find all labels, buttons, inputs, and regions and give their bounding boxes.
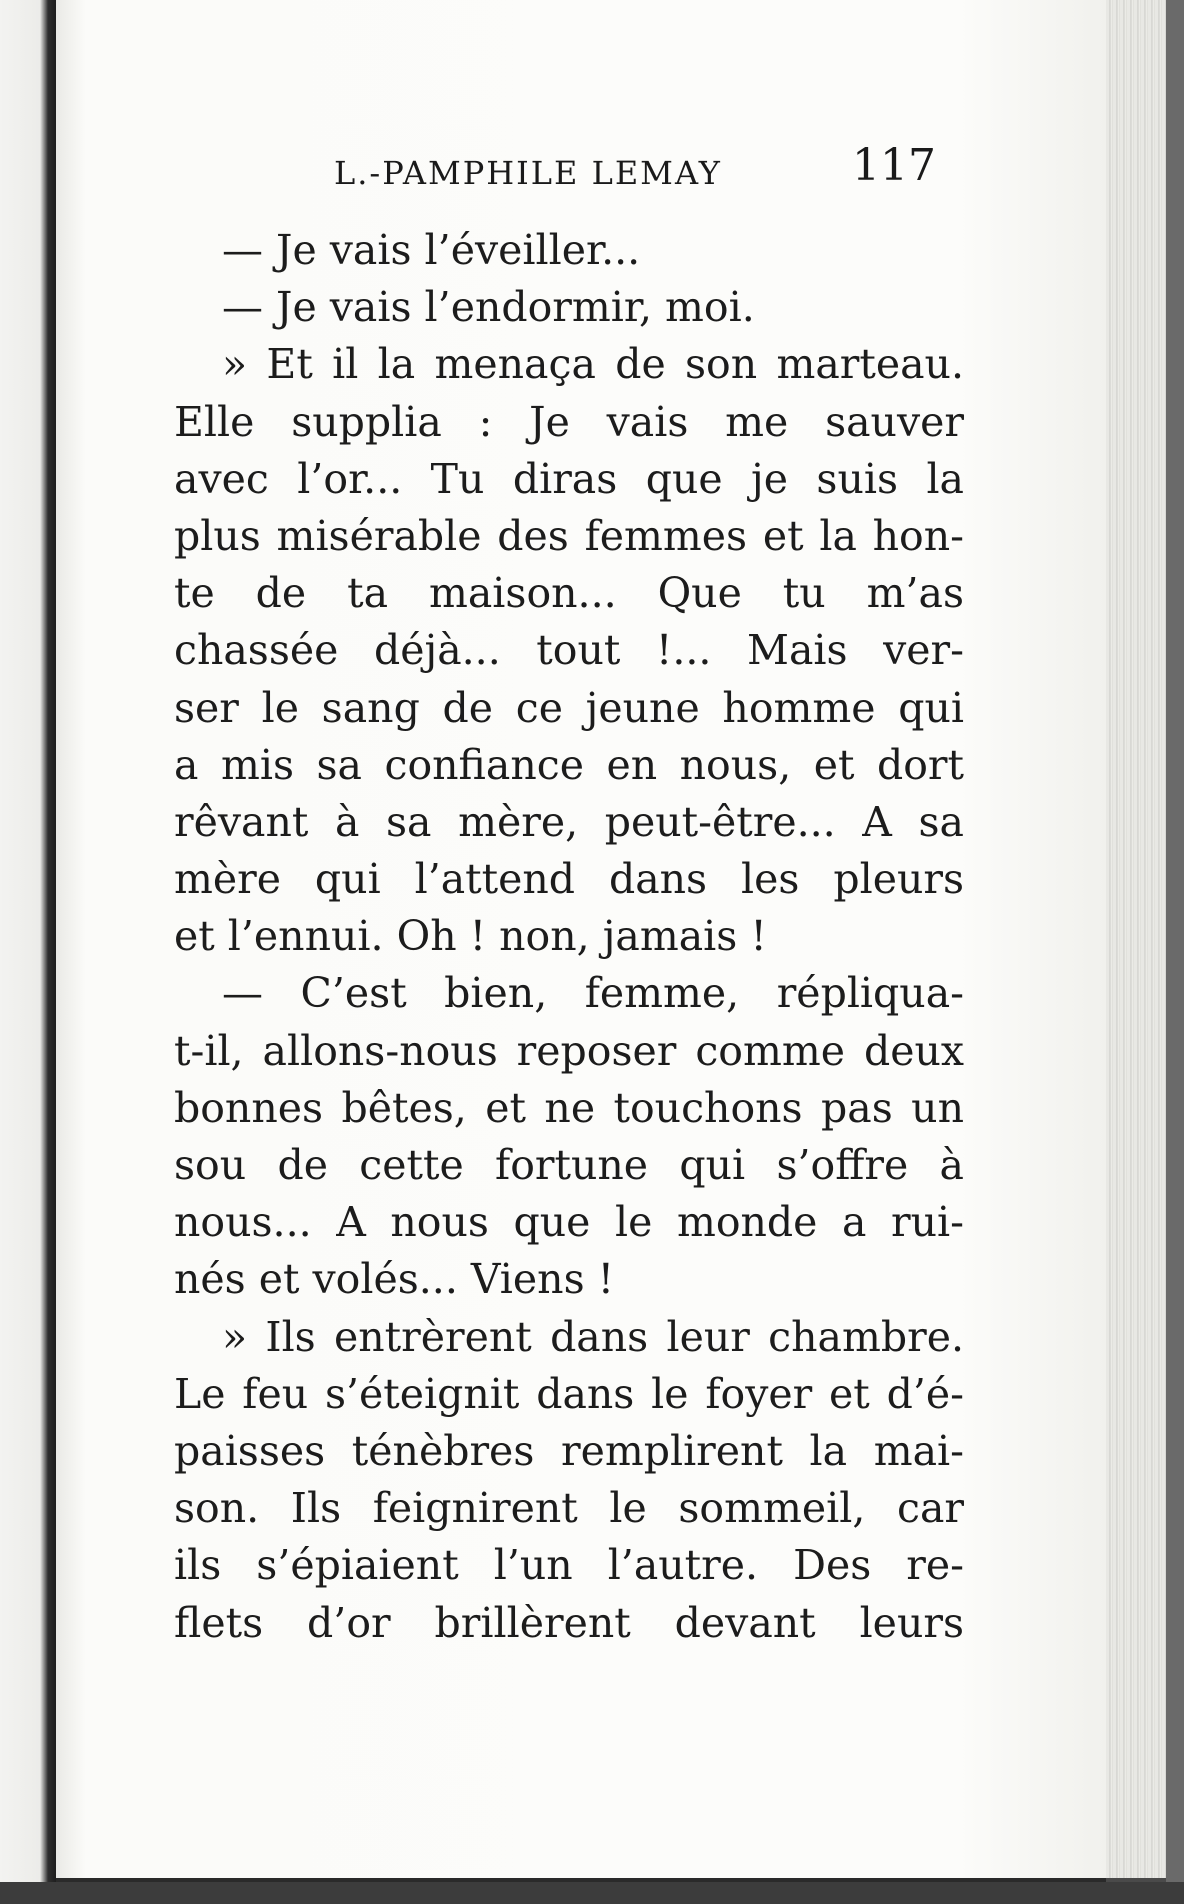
text-line: a mis sa confiance en nous, et dort [174,740,964,789]
text-line: et l’ennui. Oh ! non, jamais ! [174,912,767,961]
page-header [334,140,944,200]
text-line: t-il, allons-nous reposer comme deux [174,1026,964,1075]
page-number: 117 [852,140,936,191]
text-line: ser le sang de ce jeune homme qui [174,683,964,732]
text-line: chassée déjà... tout !... Mais ver- [174,626,964,675]
text-line: rêvant à sa mère, peut-être... A sa [174,797,964,846]
text-line: ils s’épiaient l’un l’autre. Des re- [174,1541,964,1590]
facing-page-edge [0,0,56,1904]
text-line: — Je vais l’endormir, moi. [222,283,755,332]
book-cover-edge [1166,0,1184,1904]
text-line: Elle supplia : Je vais me sauver [174,397,964,446]
book-page-edges [1106,0,1166,1878]
text-line: paisses ténèbres remplirent la mai- [174,1426,964,1475]
text-line: nous... A nous que le monde a rui- [174,1198,964,1247]
body-text [174,222,964,1652]
text-line: — C’est bien, femme, répliqua- [222,969,964,1018]
running-head: L.-PAMPHILE LEMAY [334,154,722,192]
text-line: — Je vais l’éveiller... [222,226,641,274]
text-line: son. Ils feignirent le sommeil, car [174,1484,964,1533]
text-line: mère qui l’attend dans les pleurs [174,855,964,904]
text-line: » Et il la menaça de son marteau. [222,340,964,389]
scan-bottom-border [0,1882,1184,1904]
text-line: Le feu s’éteignit dans le foyer et d’é- [174,1369,964,1418]
text-line: flets d’or brillèrent devant leurs [174,1598,964,1647]
text-line: nés et volés... Viens ! [174,1255,615,1304]
text-line: sou de cette fortune qui s’offre à [174,1141,964,1189]
text-line: avec l’or... Tu diras que je suis la [174,454,964,503]
text-line: bonnes bêtes, et ne touchons pas un [174,1083,964,1132]
text-line: plus misérable des femmes et la hon- [174,511,964,560]
text-line: te de ta maison... Que tu m’as [174,569,964,618]
text-line: » Ils entrèrent dans leur chambre. [222,1312,964,1361]
